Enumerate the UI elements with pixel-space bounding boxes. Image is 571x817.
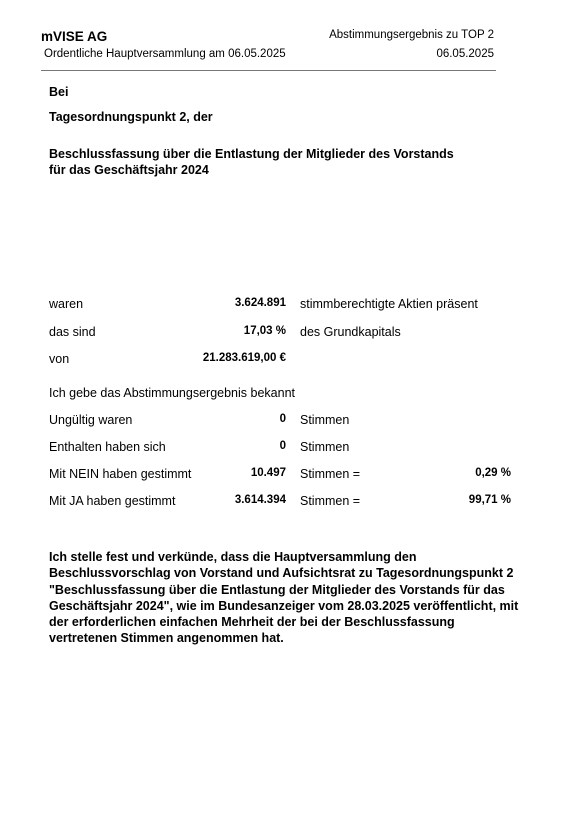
presence-label-von: von <box>49 352 70 366</box>
conclusion-paragraph: Ich stelle fest und verkünde, dass die Hauptversammlung den Beschlussvorschlag von Vorstand und Aufsichtsrat zu Tagesordnungspunkt 2 "Beschlussfassung über die Entlastung der Mitglieder des Vorstands für das Geschäftsjahr 2024", wie im Bundesanzeiger vom 28.03.2025 veröffentlicht, mit der erforderlichen einfachen Mehrheit der bei der Beschlussfassung vertretenen Stimmen angenommen hat. <box>49 550 519 646</box>
share-capital-value: 21.283.619,00 € <box>202 352 286 364</box>
result-announcement: Ich gebe das Abstimmungsergebnis bekannt <box>49 386 295 400</box>
header-divider <box>41 70 496 71</box>
presence-label-das-sind: das sind <box>49 325 96 339</box>
result-value-abstain: 0 <box>279 440 286 452</box>
presence-percent-value: 17,03 % <box>243 325 286 337</box>
document-title: Abstimmungsergebnis zu TOP 2 <box>329 29 494 41</box>
result-percent-yes: 99,71 % <box>468 494 511 506</box>
agenda-item: Tagesordnungspunkt 2, der <box>49 110 213 124</box>
result-unit-abstain: Stimmen <box>300 440 350 454</box>
result-unit-no: Stimmen = <box>300 467 361 481</box>
meeting-subtitle: Ordentliche Hauptversammlung am 06.05.2025 <box>44 48 286 60</box>
presence-percent-suffix: des Grundkapitals <box>300 325 401 339</box>
result-label-no: Mit NEIN haben gestimmt <box>49 467 192 481</box>
presence-shares-suffix: stimmberechtigte Aktien präsent <box>300 297 478 311</box>
result-percent-no: 0,29 % <box>475 467 511 479</box>
result-value-invalid: 0 <box>279 413 286 425</box>
result-value-yes: 3.614.394 <box>234 494 286 506</box>
resolution-title: Beschlussfassung über die Entlastung der Mitglieder des Vorstands für das Geschäftsjahr 2024 <box>49 147 454 177</box>
result-unit-yes: Stimmen = <box>300 494 361 508</box>
presence-shares-value: 3.624.891 <box>234 297 286 309</box>
result-label-abstain: Enthalten haben sich <box>49 440 166 454</box>
result-unit-invalid: Stimmen <box>300 413 350 427</box>
result-label-yes: Mit JA haben gestimmt <box>49 494 176 508</box>
intro-bei: Bei <box>49 85 69 99</box>
result-label-invalid: Ungültig waren <box>49 413 133 427</box>
result-value-no: 10.497 <box>250 467 286 479</box>
document-date: 06.05.2025 <box>436 48 494 60</box>
company-name: mVISE AG <box>41 29 108 44</box>
presence-label-waren: waren <box>49 297 84 311</box>
